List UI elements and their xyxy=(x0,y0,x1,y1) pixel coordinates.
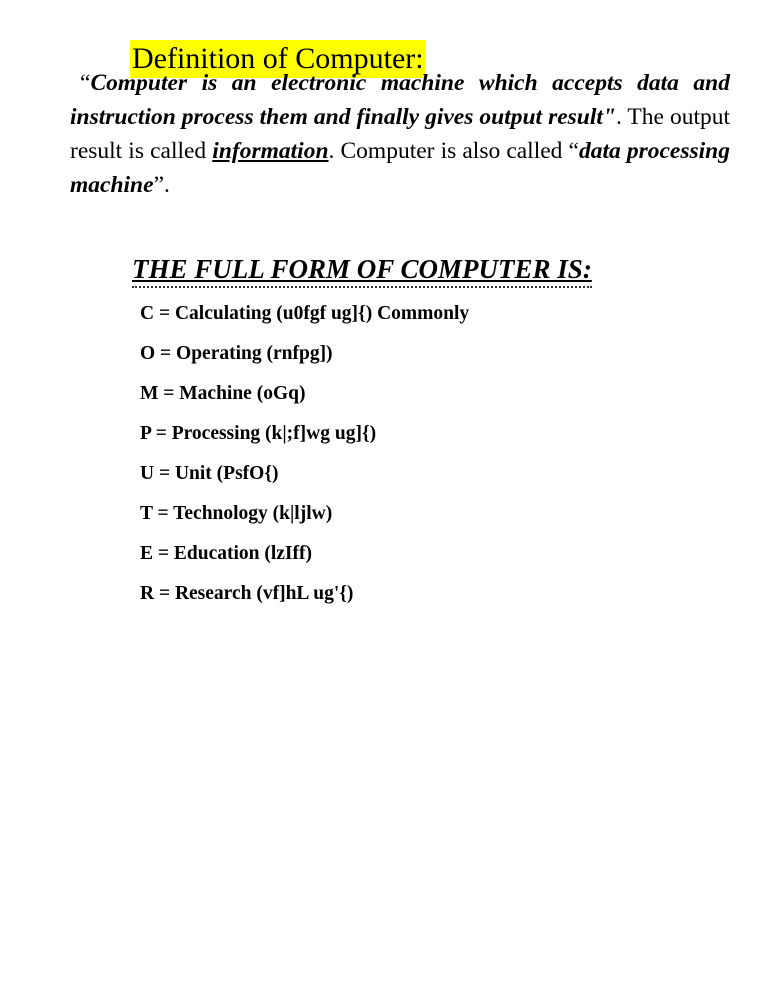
list-item: P = Processing (k|;f]wg ug]{) xyxy=(140,423,377,444)
document-title: Definition of Computer: xyxy=(130,40,426,78)
list-item: T = Technology (k|ljlw) xyxy=(140,503,333,524)
paragraph-text-3: ”. xyxy=(153,172,170,198)
list-item: O = Operating (rnfpg]) xyxy=(140,343,333,364)
list-item: M = Machine (oGq) xyxy=(140,383,306,404)
list-item: R = Research (vf]hL ug'{) xyxy=(140,583,354,604)
data-processing-term: data processing machine xyxy=(70,138,730,198)
open-quote: “ xyxy=(80,70,91,96)
list-item: E = Education (lzIff) xyxy=(140,543,312,564)
information-term: information xyxy=(212,138,329,164)
paragraph-text-2: . Computer is also called “ xyxy=(328,138,579,164)
full-form-heading: THE FULL FORM OF COMPUTER IS: xyxy=(132,252,592,288)
list-item: C = Calculating (u0fgf ug]{) Commonly xyxy=(140,303,470,324)
list-item: U = Unit (PsfO{) xyxy=(140,463,279,484)
definition-text: Computer is an electronic machine which accepts data and instruction process them and finally gives output result" xyxy=(70,70,730,130)
full-form-list xyxy=(140,300,469,620)
definition-paragraph xyxy=(70,66,730,202)
paragraph-text-1: . The output result is called xyxy=(70,104,730,164)
